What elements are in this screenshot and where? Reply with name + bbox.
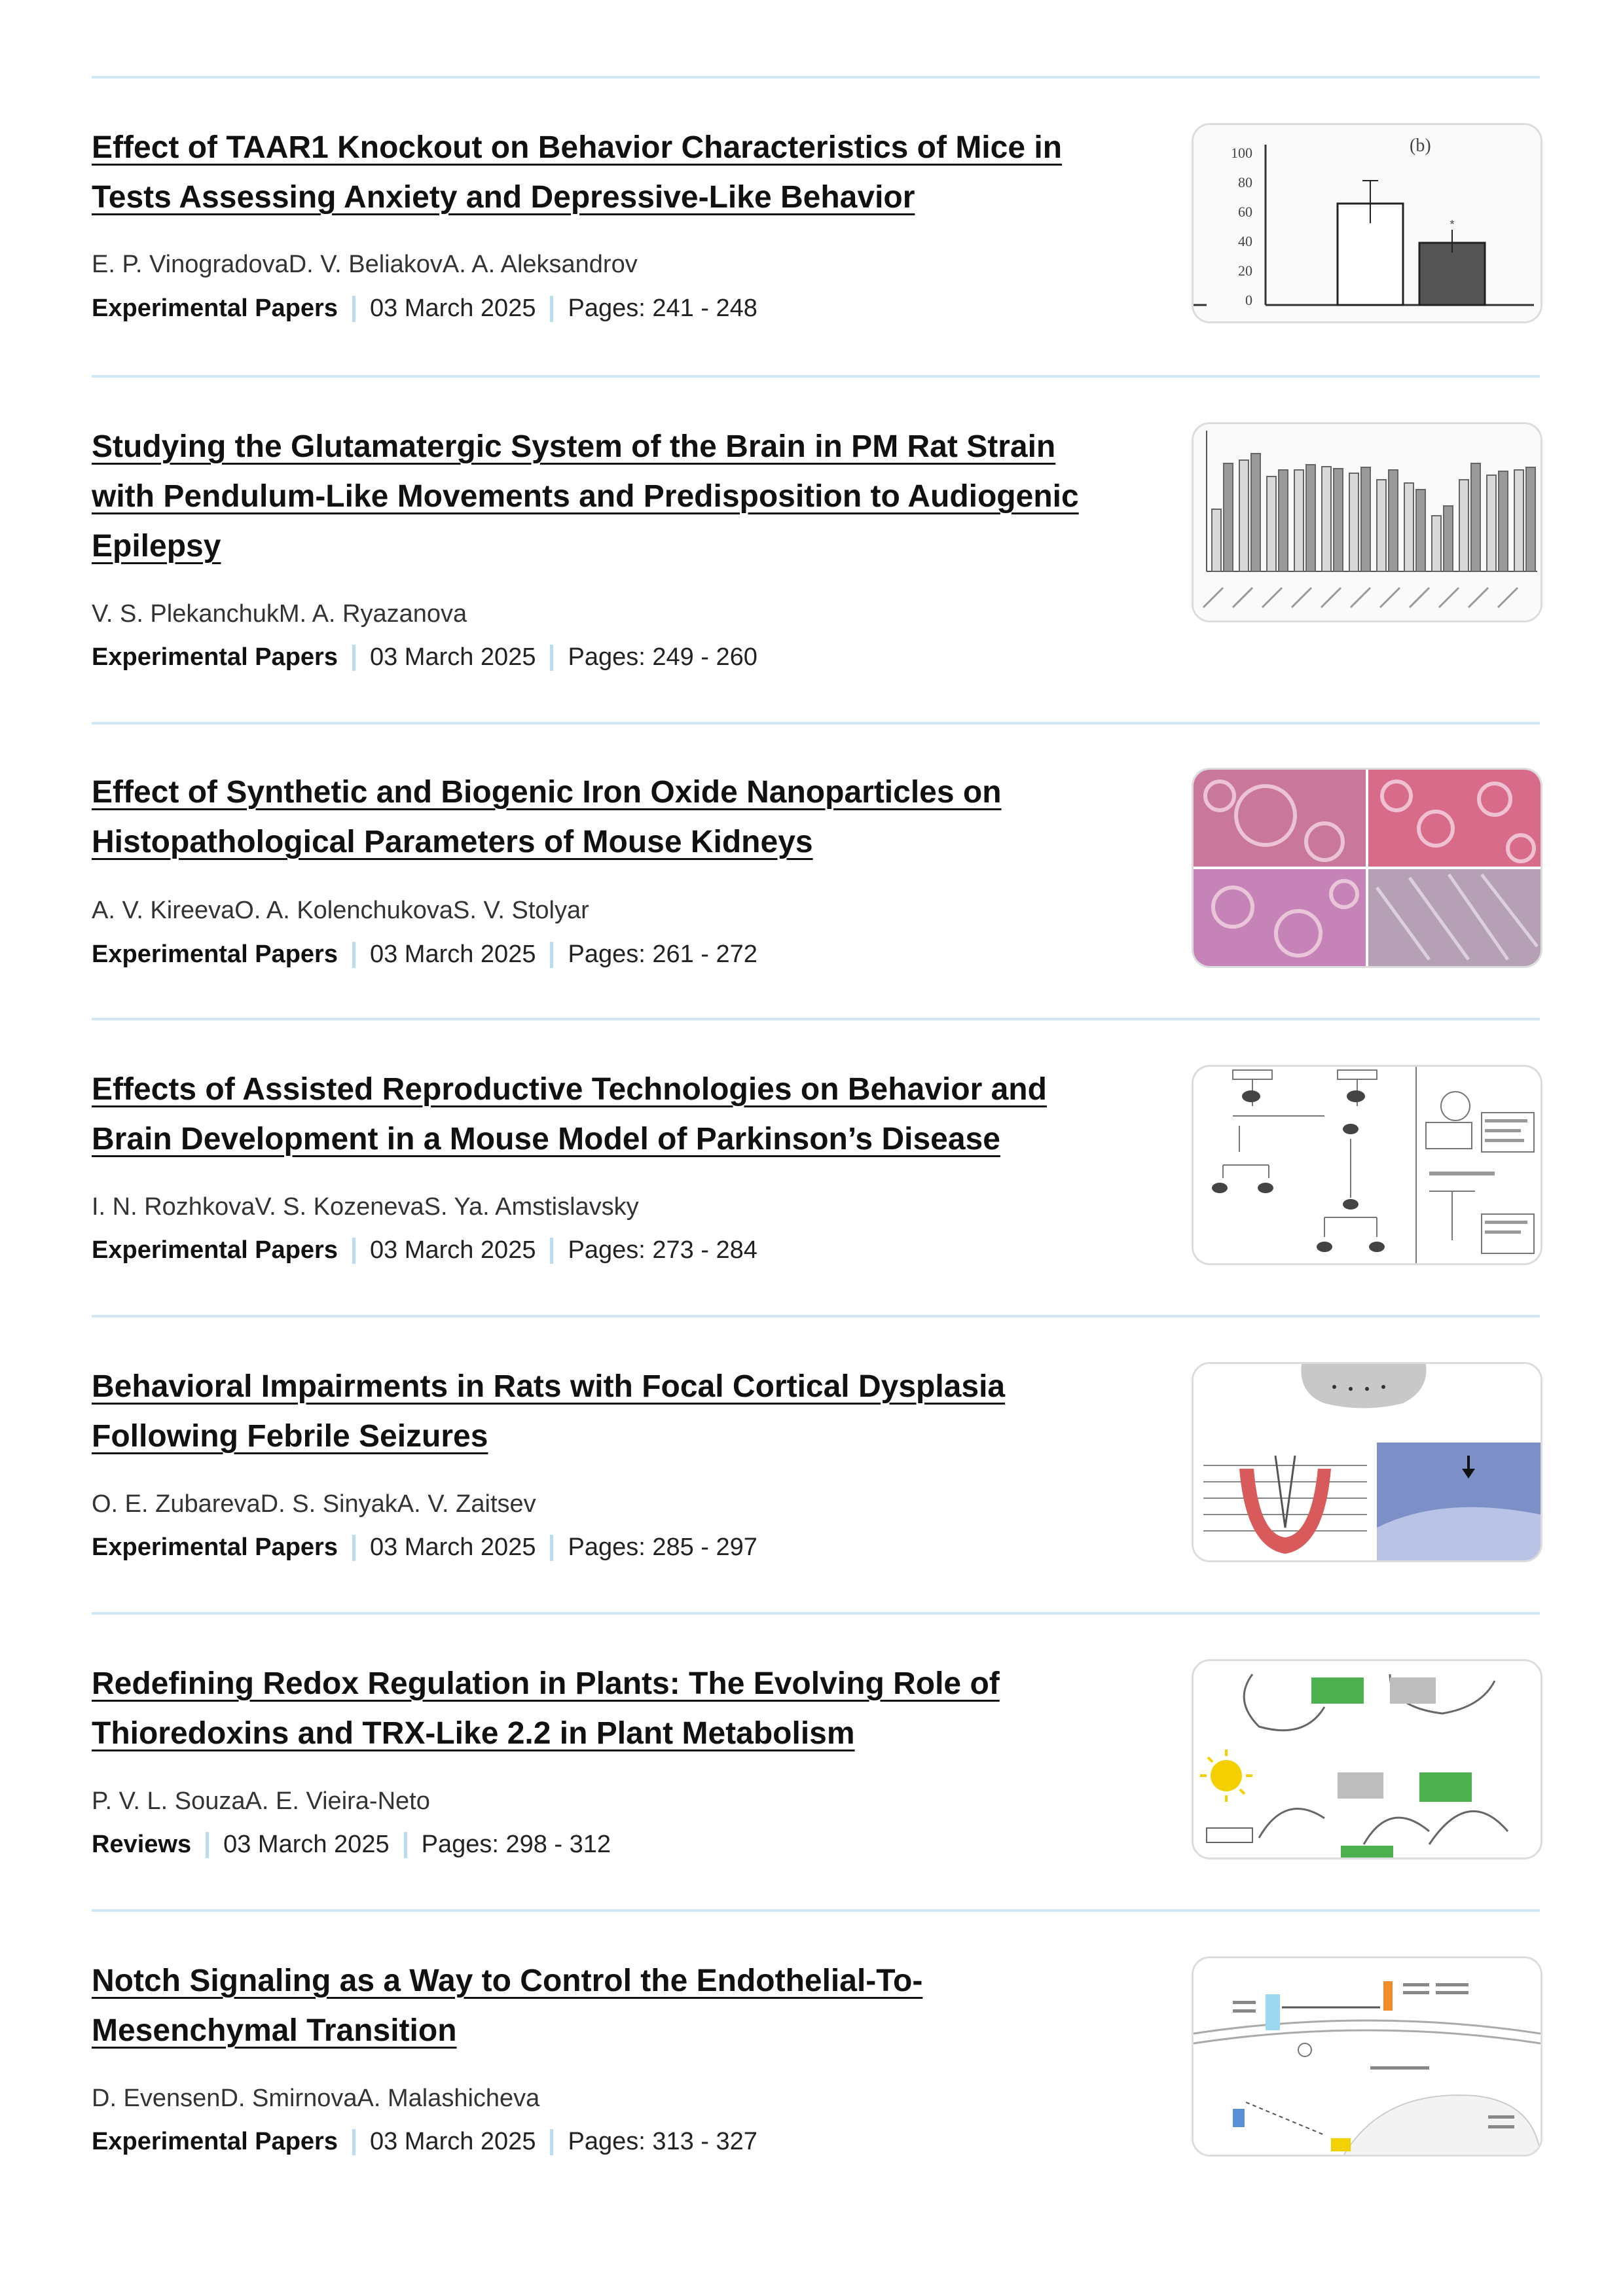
article-title <box>92 1362 1126 1462</box>
article-meta <box>92 1831 611 1859</box>
thumbnail-image <box>1194 1958 1541 2155</box>
article-authors: E. P. VinogradovaD. V. BeliakovA. A. Aleksandrov <box>92 251 638 278</box>
article-pages: Pages: 273 - 284 <box>568 1236 757 1264</box>
article-title <box>92 1065 1126 1164</box>
panel-label: (b) <box>1410 135 1431 156</box>
article-type: Reviews <box>92 1831 192 1858</box>
article-pages: Pages: 298 - 312 <box>421 1831 611 1858</box>
meta-separator <box>352 2129 356 2155</box>
tick-label: 80 <box>1238 174 1252 190</box>
article-card <box>92 1065 1540 1264</box>
article-title-link[interactable]: Redefining Redox Regulation in Plants: The Evolving Role of Thioredoxins and TRX-Like 2.2 in Plant Metabolism <box>92 1666 1000 1751</box>
article-date: 03 March 2025 <box>223 1831 390 1858</box>
article-authors: D. EvensenD. SmirnovaA. Malashicheva <box>92 2085 540 2112</box>
article-title-link[interactable]: Effect of Synthetic and Biogenic Iron Oxide Nanoparticles on Histopathological Parameters of Mouse Kidneys <box>92 775 1002 859</box>
article-meta <box>92 2128 757 2156</box>
article-pages: Pages: 313 - 327 <box>568 2128 757 2155</box>
thumbnail-image <box>1194 424 1541 620</box>
article-card <box>92 1956 1540 2153</box>
meta-separator <box>352 645 356 671</box>
article-card <box>92 422 1540 671</box>
article-meta <box>92 295 757 323</box>
meta-separator <box>352 1535 356 1561</box>
article-title <box>92 422 1126 571</box>
article-authors: V. S. PlekanchukM. A. Ryazanova <box>92 600 467 628</box>
article-type: Experimental Papers <box>92 295 338 322</box>
meta-separator <box>352 942 356 968</box>
thumbnail-image <box>1194 770 1541 966</box>
divider <box>92 76 1540 79</box>
divider <box>92 1018 1540 1020</box>
grouped-bar-chart-thumbnail[interactable] <box>1192 422 1542 622</box>
article-pages: Pages: 241 - 248 <box>568 295 757 322</box>
article-title-link[interactable]: Notch Signaling as a Way to Control the Endothelial-To-Mesenchymal Transition <box>92 1964 923 2048</box>
article-title <box>92 768 1126 867</box>
meta-separator <box>550 1535 553 1561</box>
redox-pathway-diagram-thumbnail[interactable] <box>1192 1659 1542 1859</box>
divider <box>92 722 1540 725</box>
bar-chart-thumbnail[interactable] <box>1192 123 1542 323</box>
tick-label: 60 <box>1238 204 1252 220</box>
divider <box>92 1612 1540 1615</box>
article-authors: I. N. RozhkovaV. S. KozenevaS. Ya. Amstislavsky <box>92 1193 639 1221</box>
article-type: Experimental Papers <box>92 1534 338 1561</box>
article-meta <box>92 941 757 969</box>
article-type: Experimental Papers <box>92 1236 338 1264</box>
divider <box>92 375 1540 378</box>
article-title <box>92 1956 1126 2056</box>
meta-separator <box>352 1238 356 1264</box>
tick-label: 100 <box>1231 145 1252 161</box>
divider <box>92 1315 1540 1318</box>
study-design-diagram-thumbnail[interactable] <box>1192 1065 1542 1265</box>
cortex-illustration-thumbnail[interactable] <box>1192 1362 1542 1562</box>
article-date: 03 March 2025 <box>369 2128 536 2155</box>
article-pages: Pages: 285 - 297 <box>568 1534 757 1561</box>
article-title <box>92 123 1126 223</box>
meta-separator <box>550 2129 553 2155</box>
article-authors: P. V. L. SouzaA. E. Vieira-Neto <box>92 1787 430 1815</box>
meta-separator <box>206 1832 209 1858</box>
thumbnail-image <box>1194 1364 1541 1560</box>
meta-separator <box>550 1238 553 1264</box>
article-card <box>92 1362 1540 1561</box>
meta-separator <box>352 296 356 322</box>
thumbnail-image <box>1194 1661 1541 1857</box>
svg-text:*: * <box>1450 218 1455 231</box>
article-title <box>92 1659 1126 1759</box>
divider <box>92 1909 1540 1912</box>
tick-label: 0 <box>1245 292 1252 308</box>
article-type: Experimental Papers <box>92 643 338 671</box>
article-title-link[interactable]: Effects of Assisted Reproductive Technologies on Behavior and Brain Development in a Mouse Model of Parkinson’s Disease <box>92 1072 1047 1157</box>
article-authors: A. V. KireevaO. A. KolenchukovaS. V. Stolyar <box>92 897 589 924</box>
meta-separator <box>550 296 553 322</box>
article-date: 03 March 2025 <box>369 643 536 671</box>
thumbnail-image <box>1194 1067 1541 1263</box>
article-authors: O. E. ZubarevaD. S. SinyakA. V. Zaitsev <box>92 1490 536 1518</box>
tick-label: 20 <box>1238 262 1252 279</box>
article-meta <box>92 643 757 672</box>
article-date: 03 March 2025 <box>369 941 536 968</box>
article-title-link[interactable]: Studying the Glutamatergic System of the Brain in PM Rat Strain with Pendulum-Like Movements and Predisposition to Audiogenic Epilepsy <box>92 429 1079 564</box>
article-pages: Pages: 261 - 272 <box>568 941 757 968</box>
article-date: 03 March 2025 <box>369 1236 536 1264</box>
thumbnail-image <box>1194 125 1541 321</box>
tick-label: 40 <box>1238 233 1252 249</box>
article-type: Experimental Papers <box>92 2128 338 2155</box>
article-type: Experimental Papers <box>92 941 338 968</box>
histology-micrograph-thumbnail[interactable] <box>1192 768 1542 968</box>
meta-separator <box>550 942 553 968</box>
article-date: 03 March 2025 <box>369 295 536 322</box>
article-meta <box>92 1236 757 1265</box>
article-card <box>92 768 1540 968</box>
signaling-pathway-diagram-thumbnail[interactable] <box>1192 1956 1542 2157</box>
article-card <box>92 1659 1540 1856</box>
article-date: 03 March 2025 <box>369 1534 536 1561</box>
article-title-link[interactable]: Behavioral Impairments in Rats with Focal Cortical Dysplasia Following Febrile Seizures <box>92 1369 1006 1454</box>
article-card <box>92 123 1540 322</box>
article-meta <box>92 1534 757 1562</box>
article-pages: Pages: 249 - 260 <box>568 643 757 671</box>
meta-separator <box>550 645 553 671</box>
meta-separator <box>404 1832 407 1858</box>
article-title-link[interactable]: Effect of TAAR1 Knockout on Behavior Characteristics of Mice in Tests Assessing Anxiety and Depressive-Like Behavior <box>92 130 1063 215</box>
